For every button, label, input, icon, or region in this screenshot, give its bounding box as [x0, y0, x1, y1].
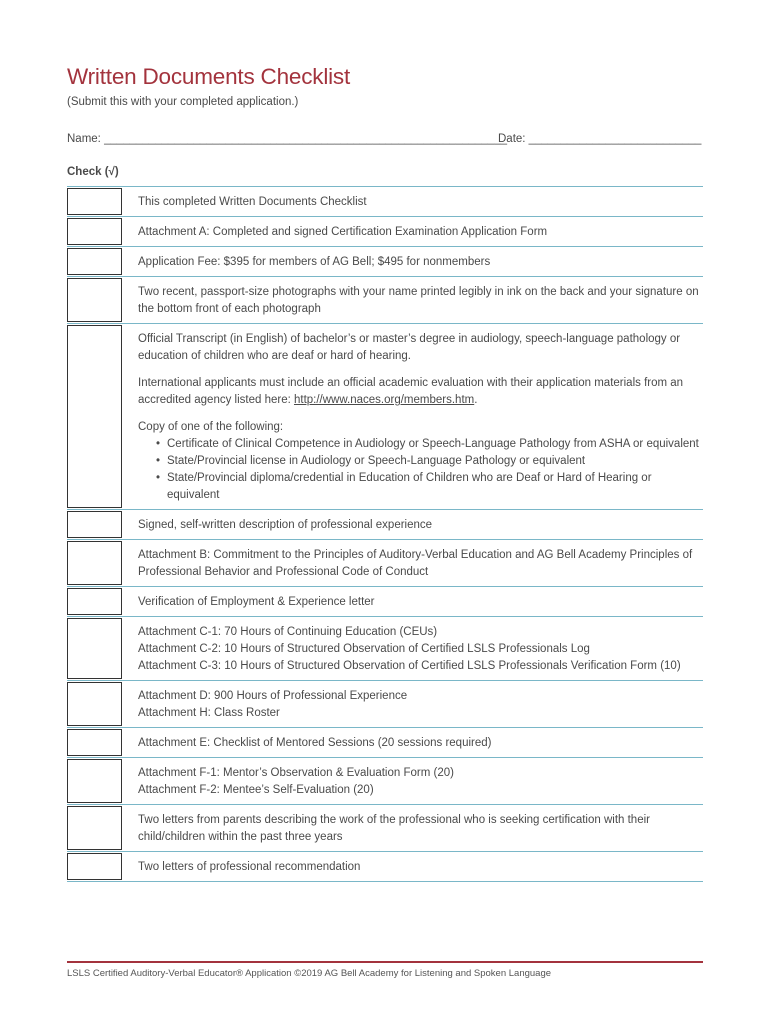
- name-field[interactable]: Name: _______________________________________________________________: [67, 133, 507, 145]
- check-box[interactable]: [67, 729, 122, 756]
- checklist-item-text: Attachment C-1: 70 Hours of Continuing Education (CEUs) Attachment C-2: 10 Hours of Structured Observation of Certified LSLS Professionals Log Attachment C-3: 10 Hours of Structured Observation of Certified LSLS Professionals Verification Form (10): [138, 626, 681, 672]
- checklist-row: [67, 852, 703, 882]
- date-field[interactable]: Date: ___________________________: [498, 133, 702, 145]
- document-checklist: [67, 186, 703, 882]
- check-box[interactable]: [67, 759, 122, 803]
- checklist-item-text: Attachment E: Checklist of Mentored Sessions (20 sessions required): [138, 737, 492, 749]
- page-title: Written Documents Checklist: [67, 64, 351, 89]
- checklist-row: [67, 617, 703, 681]
- check-box[interactable]: [67, 325, 122, 508]
- checklist-row: [67, 217, 703, 247]
- check-box[interactable]: [67, 853, 122, 880]
- checklist-row: [67, 277, 703, 324]
- checklist-item-text: Two letters from parents describing the work of the professional who is seeking certification with their child/children within the past three years: [138, 814, 650, 843]
- checklist-row: [67, 540, 703, 587]
- checklist-item-text: Attachment B: Commitment to the Principles of Auditory-Verbal Education and AG Bell Academy Principles of Professional Behavior and Professional Code of Conduct: [138, 549, 693, 578]
- checklist-row: [67, 728, 703, 758]
- check-box[interactable]: [67, 188, 122, 215]
- transcript-text: Official Transcript (in English) of bachelor’s or master’s degree in audiology, speech-language pathology or education of children who are deaf or hard of hearing.: [138, 333, 681, 362]
- international-note: International applicants must include an official academic evaluation with their application materials from an accredited agency listed here: http://www.naces.org/members.htm.: [138, 377, 684, 406]
- page-subtitle: (Submit this with your completed application.): [67, 96, 299, 108]
- check-column-header: Check (√): [67, 166, 119, 178]
- check-box[interactable]: [67, 588, 122, 615]
- checklist-item-text: Attachment A: Completed and signed Certification Examination Application Form: [138, 226, 548, 238]
- checklist-item-text: Two letters of professional recommendation: [138, 861, 361, 873]
- list-item: • State/Provincial license in Audiology or Speech-Language Pathology or equivalent: [138, 453, 703, 470]
- checklist-item-text: This completed Written Documents Checklist: [138, 196, 367, 208]
- check-box[interactable]: [67, 682, 122, 726]
- check-box[interactable]: [67, 511, 122, 538]
- checklist-item-text: Verification of Employment & Experience letter: [138, 596, 375, 608]
- checklist-item-text: Two recent, passport-size photographs with your name printed legibly in ink on the back and your signature on the bottom front of each photograph: [138, 286, 699, 315]
- check-box[interactable]: [67, 278, 122, 322]
- check-box[interactable]: [67, 218, 122, 245]
- naces-link[interactable]: http://www.naces.org/members.htm: [293, 394, 475, 406]
- checklist-item-text: Attachment F-1: Mentor’s Observation & Evaluation Form (20) Attachment F-2: Mentee’s Self-Evaluation (20): [138, 767, 454, 796]
- list-item: • State/Provincial diploma/credential in Education of Children who are Deaf or Hard of Hearing or equivalent: [138, 470, 703, 504]
- checklist-row: [67, 247, 703, 277]
- checklist-item-text: [138, 324, 703, 509]
- checklist-item-text: Application Fee: $395 for members of AG Bell; $495 for nonmembers: [138, 256, 491, 268]
- credential-list: [138, 436, 703, 504]
- credential-options: [138, 419, 703, 504]
- checklist-row: [67, 186, 703, 217]
- check-box[interactable]: [67, 248, 122, 275]
- check-box[interactable]: [67, 618, 122, 679]
- checklist-row: [67, 758, 703, 805]
- credential-intro: Copy of one of the following:: [138, 421, 284, 433]
- checklist-row: [67, 510, 703, 540]
- checklist-row: [67, 805, 703, 852]
- page-footer: LSLS Certified Auditory-Verbal Educator® Application ©2019 AG Bell Academy for Listening and Spoken Language: [67, 968, 552, 979]
- check-box[interactable]: [67, 806, 122, 850]
- checklist-row: [67, 681, 703, 728]
- checklist-row: [67, 587, 703, 617]
- footer-divider: [67, 961, 703, 963]
- checklist-row: [67, 324, 703, 510]
- checklist-item-text: Signed, self-written description of professional experience: [138, 519, 433, 531]
- list-item: • Certificate of Clinical Competence in Audiology or Speech-Language Pathology from ASHA or equivalent: [138, 436, 703, 453]
- checklist-item-text: Attachment D: 900 Hours of Professional Experience Attachment H: Class Roster: [138, 690, 408, 719]
- check-box[interactable]: [67, 541, 122, 585]
